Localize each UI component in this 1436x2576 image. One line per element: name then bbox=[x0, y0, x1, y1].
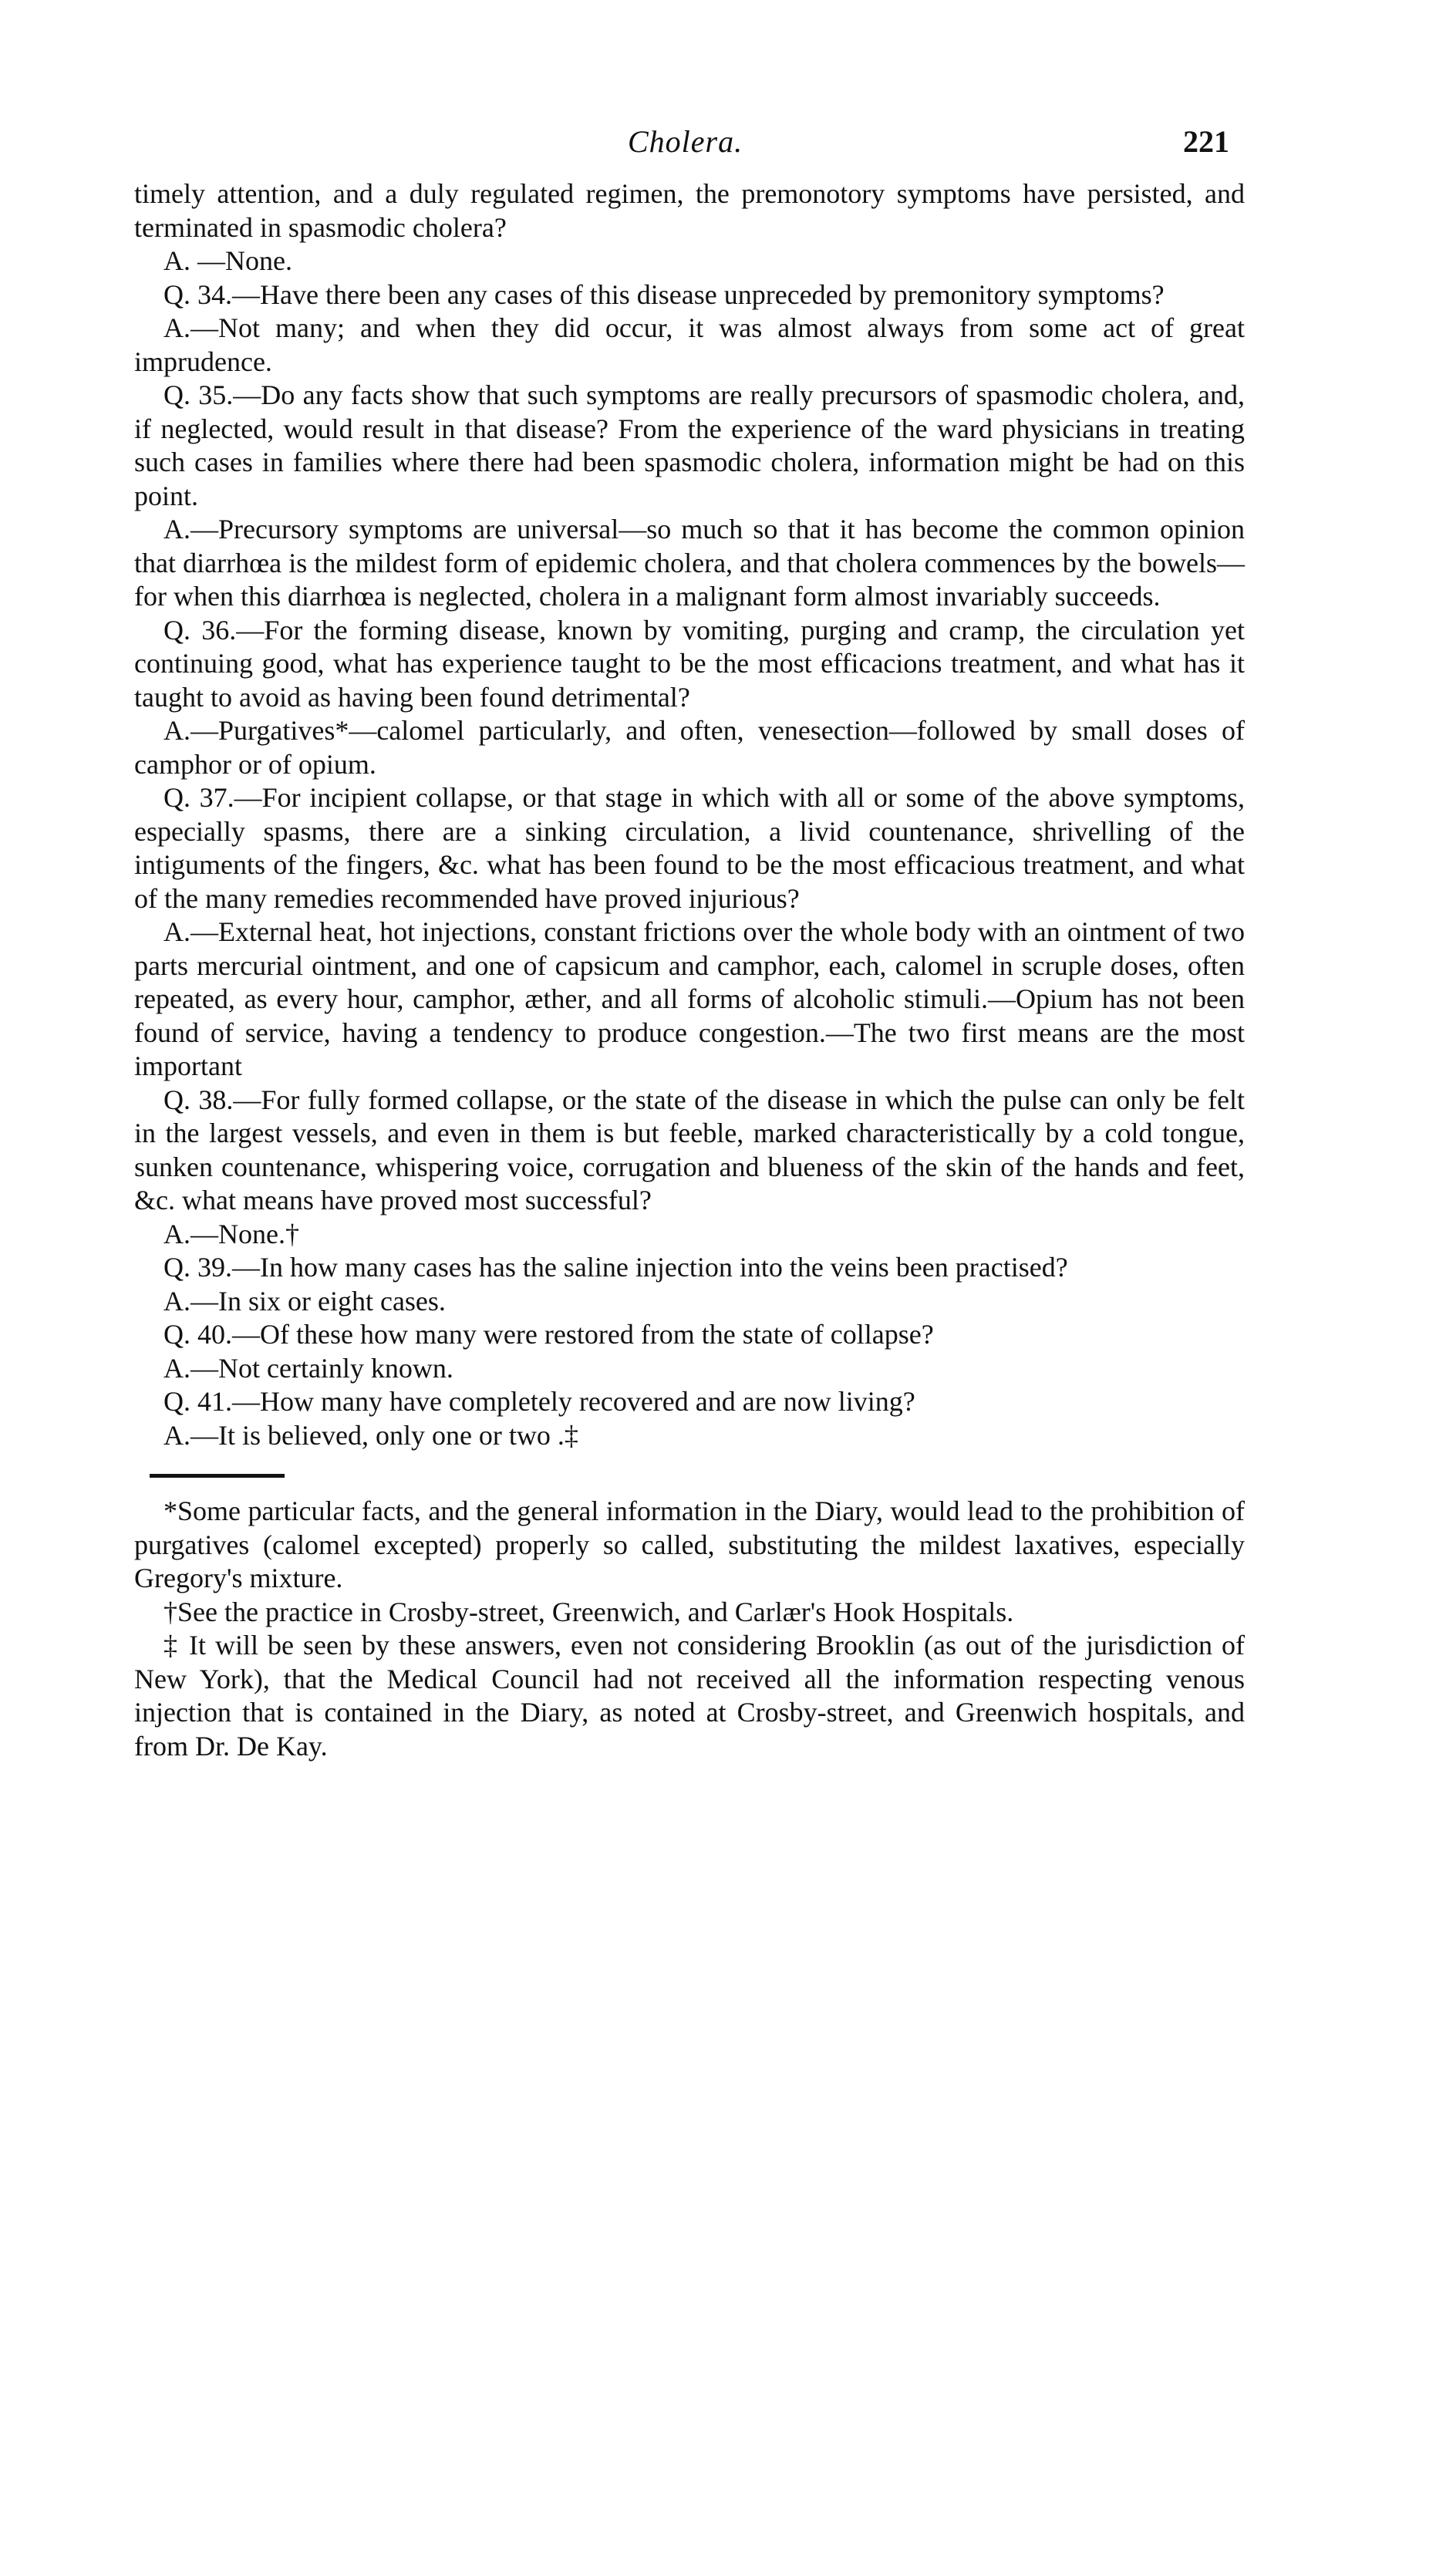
answer-40: A.—Not certainly known. bbox=[163, 1352, 453, 1384]
answer-37: A.—External heat, hot injections, constant frictions over the whole body with an ointment of two parts mercurial ointment, and one of capsicum and camphor, each, calomel in scruple doses, often repeated, as every hour, camphor, æther, and all forms of alcoholic stimuli.—Opium has not been found of service, having a tendency to produce congestion.—The two first means are the most important bbox=[134, 916, 1245, 1081]
running-head bbox=[134, 123, 1245, 177]
question-37: Q. 37.—For incipient collapse, or that stage in which with all or some of the above symptoms, especially spasms, there are a sinking circulation, a livid countenance, shrivelling of the intiguments of the fingers, &c. what has been found to be the most efficacious treatment, and what of the many remedies recommended have proved injurious? bbox=[134, 782, 1245, 914]
answer-38: A.—None.† bbox=[163, 1218, 299, 1249]
document-page bbox=[134, 123, 1245, 1763]
footnote-double-dagger: ‡ It will be seen by these answers, even not considering Brooklin (as out of the jurisdiction of New York), that the Medical Council had not received all the information respecting venous injection that is contained in the Diary, as noted at Crosby-street, and Greenwich hospitals, and from Dr. De Kay. bbox=[134, 1630, 1245, 1762]
running-title: Cholera. bbox=[628, 124, 743, 159]
footnote-asterisk: *Some particular facts, and the general information in the Diary, would lead to the prohibition of purgatives (calomel excepted) properly so called, substituting the mildest laxatives, especially Gregory's mixture. bbox=[134, 1495, 1245, 1593]
question-38: Q. 38.—For fully formed collapse, or the state of the disease in which the pulse can only be felt in the largest vessels, and even in them is but feeble, marked characteristically by a cold tongue, sunken countenance, whispering voice, corrugation and blueness of the skin of the hands and feet, &c. what means have proved most successful? bbox=[134, 1084, 1245, 1216]
page-number: 221 bbox=[1183, 124, 1229, 159]
body-text bbox=[134, 177, 1245, 1452]
answer-33: A. —None. bbox=[163, 245, 292, 276]
answer-34: A.—Not many; and when they did occur, it was almost always from some act of great imprudence. bbox=[134, 312, 1245, 377]
footnote-divider bbox=[150, 1474, 285, 1478]
question-39: Q. 39.—In how many cases has the saline injection into the veins been practised? bbox=[163, 1252, 1068, 1283]
paragraph-continuation: timely attention, and a duly regulated regimen, the premonotory symptoms have persisted, and terminated in spasmodic cholera? bbox=[134, 178, 1245, 243]
question-41: Q. 41.—How many have completely recovered and are now living? bbox=[163, 1386, 915, 1417]
answer-35: A.—Precursory symptoms are universal—so much so that it has become the common opinion that diarrhœa is the mildest form of epidemic cholera, and that cholera commences by the bowels—for when this diarrhœa is neglected, cholera in a malignant form almost invariably succeeds. bbox=[134, 514, 1245, 612]
footnote-dagger: †See the practice in Crosby-street, Greenwich, and Carlær's Hook Hospitals. bbox=[163, 1596, 1014, 1627]
answer-41: A.—It is believed, only one or two .‡ bbox=[163, 1419, 578, 1451]
question-35: Q. 35.—Do any facts show that such symptoms are really precursors of spasmodic cholera, and, if neglected, would result in that disease? From the experience of the ward physicians in treating such cases in families where there had been spasmodic cholera, information might be had on this point. bbox=[134, 379, 1245, 511]
question-36: Q. 36.—For the forming disease, known by vomiting, purging and cramp, the circulation yet continuing good, what has experience taught to be the most efficacions treatment, and what has it taught to avoid as having been found detrimental? bbox=[134, 614, 1245, 713]
answer-39: A.—In six or eight cases. bbox=[163, 1285, 446, 1317]
question-40: Q. 40.—Of these how many were restored from the state of collapse? bbox=[163, 1319, 934, 1350]
answer-36: A.—Purgatives*—calomel particularly, and often, venesection—followed by small doses of camphor or of opium. bbox=[134, 715, 1245, 780]
question-34: Q. 34.—Have there been any cases of this disease unpreceded by premonitory symptoms? bbox=[163, 278, 1165, 310]
footnotes bbox=[134, 1495, 1245, 1763]
